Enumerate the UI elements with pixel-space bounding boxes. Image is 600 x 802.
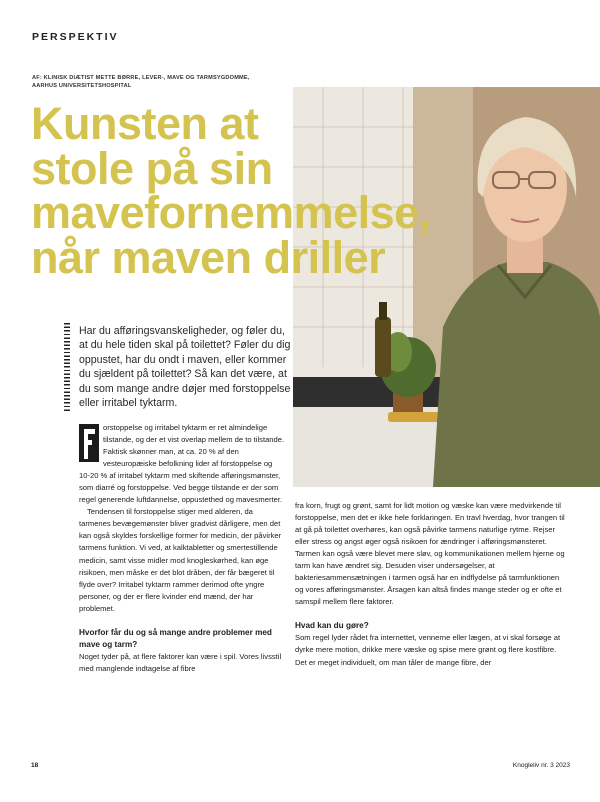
- col1-paragraph-2: Tendensen til forstoppelse stiger med alderen, da tarmenes bevægemønster bliver gradvist dårligere, men det kan også skyldes forskellige former for medicin, der påvirker tarmens funktion. Vi ved, at kalktabletter og smertestillende medicin, samt visse midler mod knogleskørhed, kan øge risikoen, men måske er det blot dråben, der får bægeret til flyde over? Irritabel tyktarm rammer derimod ofte yngre personer, og der er flere kvinder end mænd, der har problemet.: [79, 507, 282, 613]
- headline-line-3: mavefornemmelse,: [31, 187, 431, 238]
- headline-line-4: når maven driller: [31, 231, 386, 283]
- lead-paragraph: Har du afføringsvanskeligheder, og føler du, at du hele tiden skal på toilettet? Føler du dig oppustet, har du ondt i maven, eller kommer du sjældent på toilettet? Så kan det være, at du som mange andre døjer med forstoppelse eller irritabel tyktarm.: [79, 325, 291, 410]
- section-label: PERSPEKTIV: [32, 31, 119, 43]
- col2-subheading: Hvad kan du gøre?: [295, 621, 369, 631]
- issue-label: Knogleliv nr. 3 2023: [512, 762, 570, 769]
- body-column-2: [295, 500, 569, 669]
- col2-paragraph-2: Som regel lyder rådet fra internettet, vennerne eller lægen, at vi skal forsøge at dyrke mere motion, drikke mere væske og spise mere grønt og flere kostfibre. Det er meget individuelt, om man tåler de mange fibre, der: [295, 633, 561, 667]
- page-number: 18: [31, 762, 39, 769]
- headline-line-2: stole på sin: [31, 142, 273, 194]
- article-headline: [31, 98, 591, 283]
- col2-paragraph-1: fra korn, frugt og grønt, samt for lidt motion og væske kan være medvirkende til forstoppelse, men det er ikke hele forklaringen. En travl hverdag, hvor trangen til at gå på toilettet overhøres, kan også påvirke tarmens naturlige rytme. Rejser eller stress og angst øger også risikoen for ændringer i afføringsmønsteret. Tarmen kan også være blevet mere sløv, og kommunikationen mellem hjerne og tarm kan have ændret sig. Desuden viser undersøgelser, at bakteriesammensætningen i tarmen også har en indflydelse på tarmfunktionen og vores afføringsmønster. Årsagen kan altså findes mange steder og er ofte et samspil mellem flere faktorer.: [295, 501, 565, 607]
- lead-divider-stripes: [64, 323, 70, 411]
- headline-line-1: Kunsten at: [31, 98, 259, 149]
- author-byline: AF: KLINISK DIÆTIST METTE BØRRE, LEVER-, MAVE OG TARMSYGDOMME, AARHUS UNIVERSITETSHOSPITAL: [32, 75, 250, 89]
- col1-paragraph-1: orstoppelse og irritabel tyktarm er ret almindelige tilstande, og der et vist overlap mellem de to tilstande. Faktisk skønner man, at ca. 20 % af den vesteuropæiske befolkning lider af forstoppelse og 10-20 % af irritabel tyktarm med skiftende afføringsmønster, som diarré og forstoppelse. Ved begge tilstande er der som regel generende luftdannelse, oppustethed og mavesmerter.: [79, 423, 285, 505]
- col1-subheading: Hvorfor får du og så mange andre problemer med mave og tarm?: [79, 627, 272, 649]
- body-column-1: [79, 422, 285, 675]
- dropcap: [79, 424, 99, 462]
- col1-paragraph-3: Noget tyder på, at flere faktorer kan være i spil. Vores livsstil med manglende indtagelse af fibre: [79, 651, 282, 673]
